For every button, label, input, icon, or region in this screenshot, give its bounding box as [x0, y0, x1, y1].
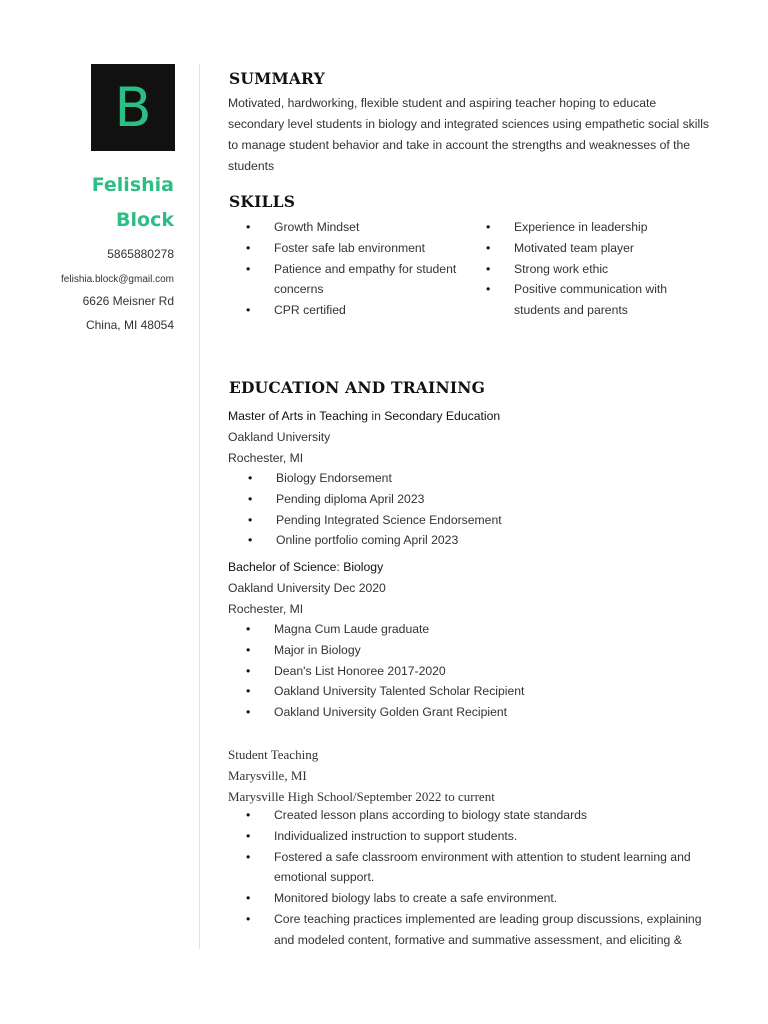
skill-item-continued: students and parents: [514, 303, 628, 318]
masters-detail-item: • Biology Endorsement: [248, 468, 502, 489]
bachelors-details: [246, 619, 524, 723]
skill-item: • Growth Mindset: [246, 217, 456, 238]
skills-heading: SKILLS: [229, 192, 296, 211]
student-teaching-school: Marysville High School/September 2022 to current: [228, 789, 495, 804]
bachelors-detail-item: • Dean's List Honoree 2017-2020: [246, 661, 524, 682]
bachelors-detail-item: • Oakland University Talented Scholar Recipient: [246, 681, 524, 702]
masters-detail-item: • Online portfolio coming April 2023: [248, 530, 502, 551]
summary-line: secondary level students in biology and integrated sciences using empathetic social skills: [228, 117, 709, 131]
skill-item: • Experience in leadership: [486, 217, 667, 238]
bachelors-degree: Bachelor of Science: [228, 560, 337, 574]
summary-line: students: [228, 159, 275, 173]
skill-item-continued: concerns: [274, 282, 324, 297]
phone-number: 5865880278: [107, 247, 174, 261]
first-name: Felishia: [91, 174, 174, 196]
skill-item: • Strong work ethic: [486, 259, 667, 280]
skill-item: • Positive communication with: [486, 279, 667, 300]
teaching-detail-item: • Created lesson plans according to biology state standards: [246, 805, 702, 826]
skills-list-left: [246, 217, 456, 321]
skill-item: • Foster safe lab environment: [246, 238, 456, 259]
bachelors-detail-item: • Magna Cum Laude graduate: [246, 619, 524, 640]
skill-item: • CPR certified: [246, 300, 456, 321]
column-divider: [199, 64, 200, 949]
teaching-detail-item-continued: and modeled content, formative and summative assessment, and eliciting &: [274, 932, 682, 947]
masters-detail-item: • Pending diploma April 2023: [248, 489, 502, 510]
student-teaching-details: [246, 805, 702, 951]
summary-heading: SUMMARY: [229, 69, 325, 88]
masters-details: [248, 468, 502, 551]
skills-list-right: [486, 217, 667, 321]
initial-logo: B: [91, 64, 175, 151]
bachelors-detail-item: • Oakland University Golden Grant Recipient: [246, 702, 524, 723]
masters-degree: Master of Arts in Teaching: [228, 409, 368, 423]
summary-line: to manage student behavior and take in account the strengths and weaknesses of the: [228, 138, 691, 152]
bachelors-title: [228, 557, 383, 578]
teaching-detail-item: • Monitored biology labs to create a safe environment.: [246, 888, 702, 909]
bachelors-school: Oakland University Dec 2020: [228, 581, 386, 595]
last-name: Block: [116, 209, 174, 231]
masters-detail-item: • Pending Integrated Science Endorsement: [248, 510, 502, 531]
address-line-2: China, MI 48054: [85, 318, 174, 332]
bachelors-detail-item: • Major in Biology: [246, 640, 524, 661]
bachelors-connector: :: [336, 560, 344, 574]
skill-item: • Patience and empathy for student: [246, 259, 456, 280]
education-heading: EDUCATION AND TRAINING: [229, 378, 486, 397]
masters-location: Rochester, MI: [228, 451, 304, 465]
bachelors-location: Rochester, MI: [228, 602, 304, 616]
masters-connector: in: [368, 409, 385, 423]
student-teaching-title: Student Teaching: [228, 747, 319, 762]
masters-title: [228, 406, 500, 427]
skill-item: • Motivated team player: [486, 238, 667, 259]
summary-line: Motivated, hardworking, flexible student and aspiring teacher hoping to educate: [228, 96, 657, 110]
masters-school: Oakland University: [228, 430, 331, 444]
teaching-detail-item: • Fostered a safe classroom environment with attention to student learning and: [246, 847, 702, 868]
address-line-1: 6626 Meisner Rd: [82, 294, 174, 308]
teaching-detail-item: • Individualized instruction to support students.: [246, 826, 702, 847]
teaching-detail-item: • Core teaching practices implemented are leading group discussions, explaining: [246, 909, 702, 930]
masters-field: Secondary Education: [384, 409, 501, 423]
student-teaching-location: Marysville, MI: [228, 768, 307, 783]
bachelors-field: Biology: [343, 560, 384, 574]
email-address: felishia.block@gmail.com: [61, 274, 174, 285]
teaching-detail-item-continued: emotional support.: [274, 870, 375, 885]
